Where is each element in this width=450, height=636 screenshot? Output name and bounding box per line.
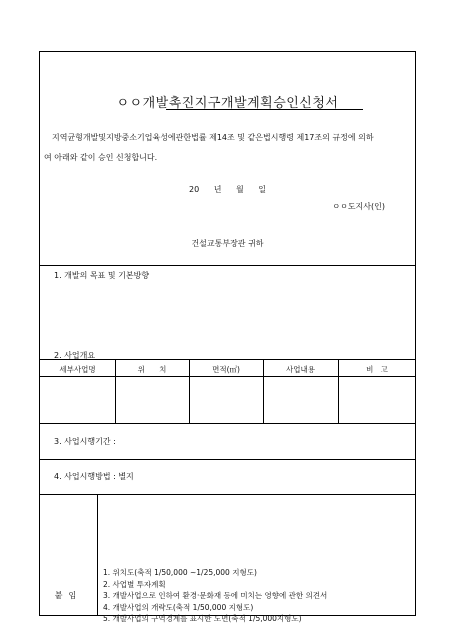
attachments-divider: [97, 494, 98, 616]
table-header-content: 사업내용: [286, 365, 315, 374]
application-form: [39, 51, 416, 623]
section-period: 3. 사업시행기간 :: [54, 437, 116, 446]
applicant-signature: ㅇㅇ도지사(인): [332, 202, 385, 211]
divider-section-1: [40, 265, 415, 266]
table-header-project: 세부사업명: [59, 365, 96, 374]
divider-table-header-bottom: [40, 376, 415, 377]
attachments-list: [103, 567, 327, 625]
date-line: 20 년 월 일: [189, 185, 266, 194]
section-goals: 1. 개발의 목표 및 기본방향: [54, 271, 150, 280]
list-item: 3. 개발사업으로 인하여 환경·문화재 등에 미치는 영향에 관한 의견서: [103, 591, 328, 600]
attachments-label: 붙임: [54, 591, 83, 600]
section-method: 4. 사업시행방법 : 별지: [54, 472, 134, 481]
list-item: 5. 개발사업의 구역경계를 표시한 도면(축적 1/5,000지형도): [103, 614, 302, 623]
list-item: 2. 사업별 투자계획: [103, 579, 166, 589]
divider-table-header-top: [40, 359, 415, 360]
section-overview: 2. 사업개요: [54, 351, 96, 360]
list-item: 4. 개발사업의 개략도(축적 1/50,000 지형도): [103, 602, 254, 612]
statement-line-2: 여 아래와 같이 승인 신청합니다.: [44, 153, 158, 162]
divider-section-3: [40, 423, 415, 424]
list-item: 1. 위치도(축적 1/50,000 ~1/25,000 지형도): [103, 568, 257, 577]
table-header-remarks: 비 고: [366, 365, 388, 374]
title-underline: [166, 109, 363, 110]
request-statement: [44, 128, 411, 168]
statement-line-1: 지역균형개발및지방중소기업육성에관한법률 제14조 및 같은법시행령 제17조의 규정에 의하: [52, 133, 374, 142]
table-header-location: 위 치: [137, 365, 167, 374]
table-header-area: 면적(㎡): [212, 365, 240, 374]
form-title: ㅇㅇ개발촉진지구개발계획승인신청서: [116, 96, 339, 111]
divider-section-4: [40, 459, 415, 460]
addressee: 건설교통부장관 귀하: [191, 239, 264, 248]
